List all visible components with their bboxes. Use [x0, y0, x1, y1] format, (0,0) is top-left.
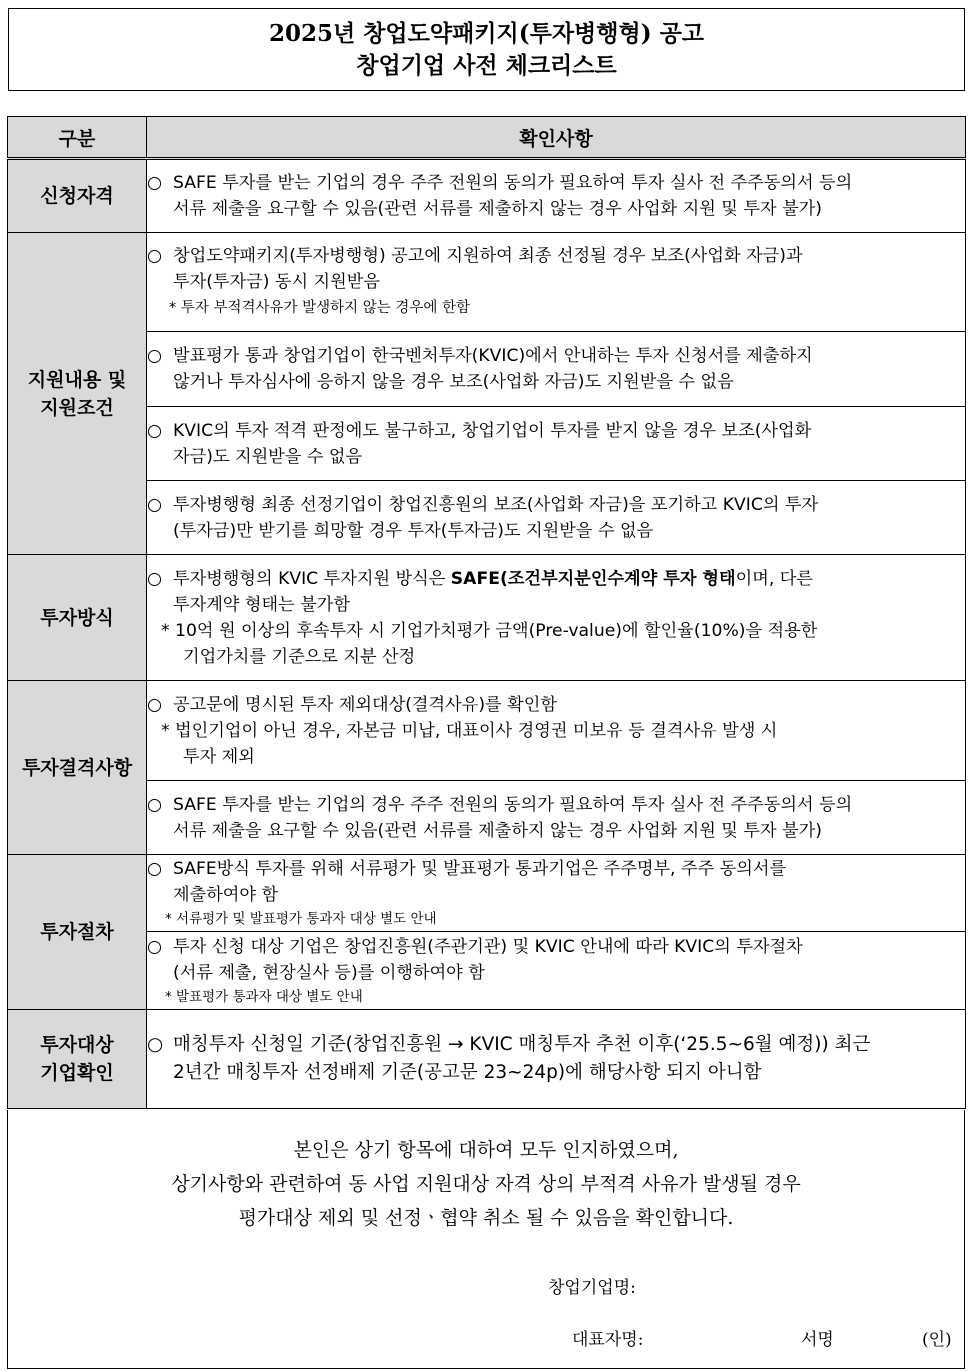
check-item: ○ 공고문에 명시된 투자 제외대상(결격사유)를 확인함 * 법인기업이 아닌 경우, 자본금 미납, 대표이사 경영권 미보유 등 결격사유 발생 시 투자 제외: [147, 681, 966, 781]
check-item: ○ SAFE 투자를 받는 기업의 경우 주주 전원의 동의가 필요하여 투자 실사 전 주주동의서 등의 서류 제출을 요구할 수 있음(관련 서류를 제출하지 않는 경우 사업화 지원 및 투자 불가): [147, 781, 966, 855]
category-eligibility: 신청자격: [8, 159, 147, 233]
bullet-icon: ○: [147, 494, 162, 515]
table-row: [8, 855, 966, 932]
footnote: * 투자 부적격사유가 발생하지 않는 경우에 한함: [169, 300, 471, 316]
table-row: [8, 332, 966, 407]
seal-label: (인): [922, 1330, 952, 1350]
check-item: ○ 매칭투자 신청일 기준(창업진흥원 → KVIC 매칭투자 추천 이후(‘25.5~6월 예정)) 최근 2년간 매칭투자 선정배제 기준(공고문 23~24p)에 해당사항 되지 아니함: [147, 1010, 966, 1109]
checklist-table: [7, 116, 966, 1109]
bullet-icon: ○: [147, 794, 162, 815]
category-method: 투자방식: [8, 555, 147, 681]
confirmation-statement: 본인은 상기 항목에 대하여 모두 인지하였으며, 상기사항와 관련하여 동 사업 지원대상 자격 상의 부적격 사유가 발생될 경우 평가대상 제외 및 선정ㆍ협약 취소 될 수 있음을 확인합니다.: [171, 1139, 801, 1229]
representative-name-label: 대표자명:: [572, 1330, 644, 1350]
check-item: ○ 발표평가 통과 창업기업이 한국벤처투자(KVIC)에서 안내하는 투자 신청서를 제출하지 않거나 투자심사에 응하지 않을 경우 보조(사업화 자금)도 지원받을 수 없음: [147, 332, 966, 407]
category-procedure: 투자절차: [8, 855, 147, 1010]
bullet-icon: ○: [147, 694, 162, 715]
category-target: 투자대상 기업확인: [8, 1010, 147, 1109]
table-row: [8, 781, 966, 855]
table-row: [8, 407, 966, 481]
check-item: ○ KVIC의 투자 적격 판정에도 불구하고, 창업기업이 투자를 받지 않을 경우 보조(사업화 자금)도 지원받을 수 없음: [147, 407, 966, 481]
bullet-icon: ○: [147, 859, 162, 879]
table-row: [8, 681, 966, 781]
column-header-category: 구분: [8, 117, 147, 159]
table-row: [8, 932, 966, 1010]
footnote: * 서류평가 및 발표평가 통과자 대상 별도 안내: [165, 911, 437, 927]
confirmation-box: [7, 1110, 965, 1369]
table-row: [8, 481, 966, 555]
table-header-row: [8, 117, 966, 159]
bullet-icon: ○: [147, 936, 162, 957]
page-title: 2025년 창업도약패키지(투자병행형) 공고: [268, 20, 705, 47]
table-row: [8, 159, 966, 233]
title-box: [8, 8, 965, 91]
footnote: * 10억 원 이상의 후속투자 시 기업가치평가 금액(Pre-value)에 할인율(10%)을 적용한: [161, 620, 818, 641]
bullet-icon: ○: [147, 1034, 164, 1055]
bullet-icon: ○: [147, 346, 162, 366]
check-item: ○ 투자 신청 대상 기업은 창업진흥원(주관기관) 및 KVIC 안내에 따라 KVIC의 투자절차 (서류 제출, 현장실사 등)를 이행하여야 함 * 발표평가 통과자 대상 별도 안내: [147, 932, 966, 1010]
column-header-check-items: 확인사항: [147, 117, 966, 159]
bullet-icon: ○: [147, 246, 162, 266]
check-item: ○ 투자병행형의 KVIC 투자지원 방식은 SAFE(조건부지분인수계약 투자 형태이며, 다른 투자계약 형태는 불가함 * 10억 원 이상의 후속투자 시 기업가치평가 금액(Pre-value)에 할인율(10%)을 적용한 기업가치를 기준으로 지분 산정: [147, 555, 966, 681]
bullet-icon: ○: [147, 173, 162, 193]
bullet-icon: ○: [147, 568, 162, 589]
emphasis-text: SAFE(조건부지분인수계약 투자 형태: [450, 568, 736, 589]
company-name-label: 창업기업명:: [548, 1278, 636, 1298]
category-support: 지원내용 및 지원조건: [8, 233, 147, 555]
table-row: [8, 1010, 966, 1109]
footnote: * 법인기업이 아닌 경우, 자본금 미납, 대표이사 경영권 미보유 등 결격사유 발생 시: [161, 720, 778, 741]
page-subtitle: 창업기업 사전 체크리스트: [356, 52, 617, 79]
check-item: ○ SAFE 투자를 받는 기업의 경우 주주 전원의 동의가 필요하여 투자 실사 전 주주동의서 등의 서류 제출을 요구할 수 있음(관련 서류를 제출하지 않는 경우 사업화 지원 및 투자 불가): [147, 159, 966, 233]
table-row: [8, 555, 966, 681]
check-item: ○ 창업도약패키지(투자병행형) 공고에 지원하여 최종 선정될 경우 보조(사업화 자금)과 투자(투자금) 동시 지원받음 * 투자 부적격사유가 발생하지 않는 경우에 한함: [147, 233, 966, 332]
bullet-icon: ○: [147, 420, 162, 441]
check-item: ○ SAFE방식 투자를 위해 서류평가 및 발표평가 통과기업은 주주명부, 주주 동의서를 제출하여야 함 * 서류평가 및 발표평가 통과자 대상 별도 안내: [147, 855, 966, 932]
footnote: * 발표평가 통과자 대상 별도 안내: [165, 988, 363, 1005]
table-row: [8, 233, 966, 332]
check-item: ○ 투자병행형 최종 선정기업이 창업진흥원의 보조(사업화 자금)을 포기하고 KVIC의 투자 (투자금)만 받기를 희망할 경우 투자(투자금)도 지원받을 수 없음: [147, 481, 966, 555]
signature-label: 서명: [801, 1330, 834, 1350]
category-disqualification: 투자결격사항: [8, 681, 147, 855]
